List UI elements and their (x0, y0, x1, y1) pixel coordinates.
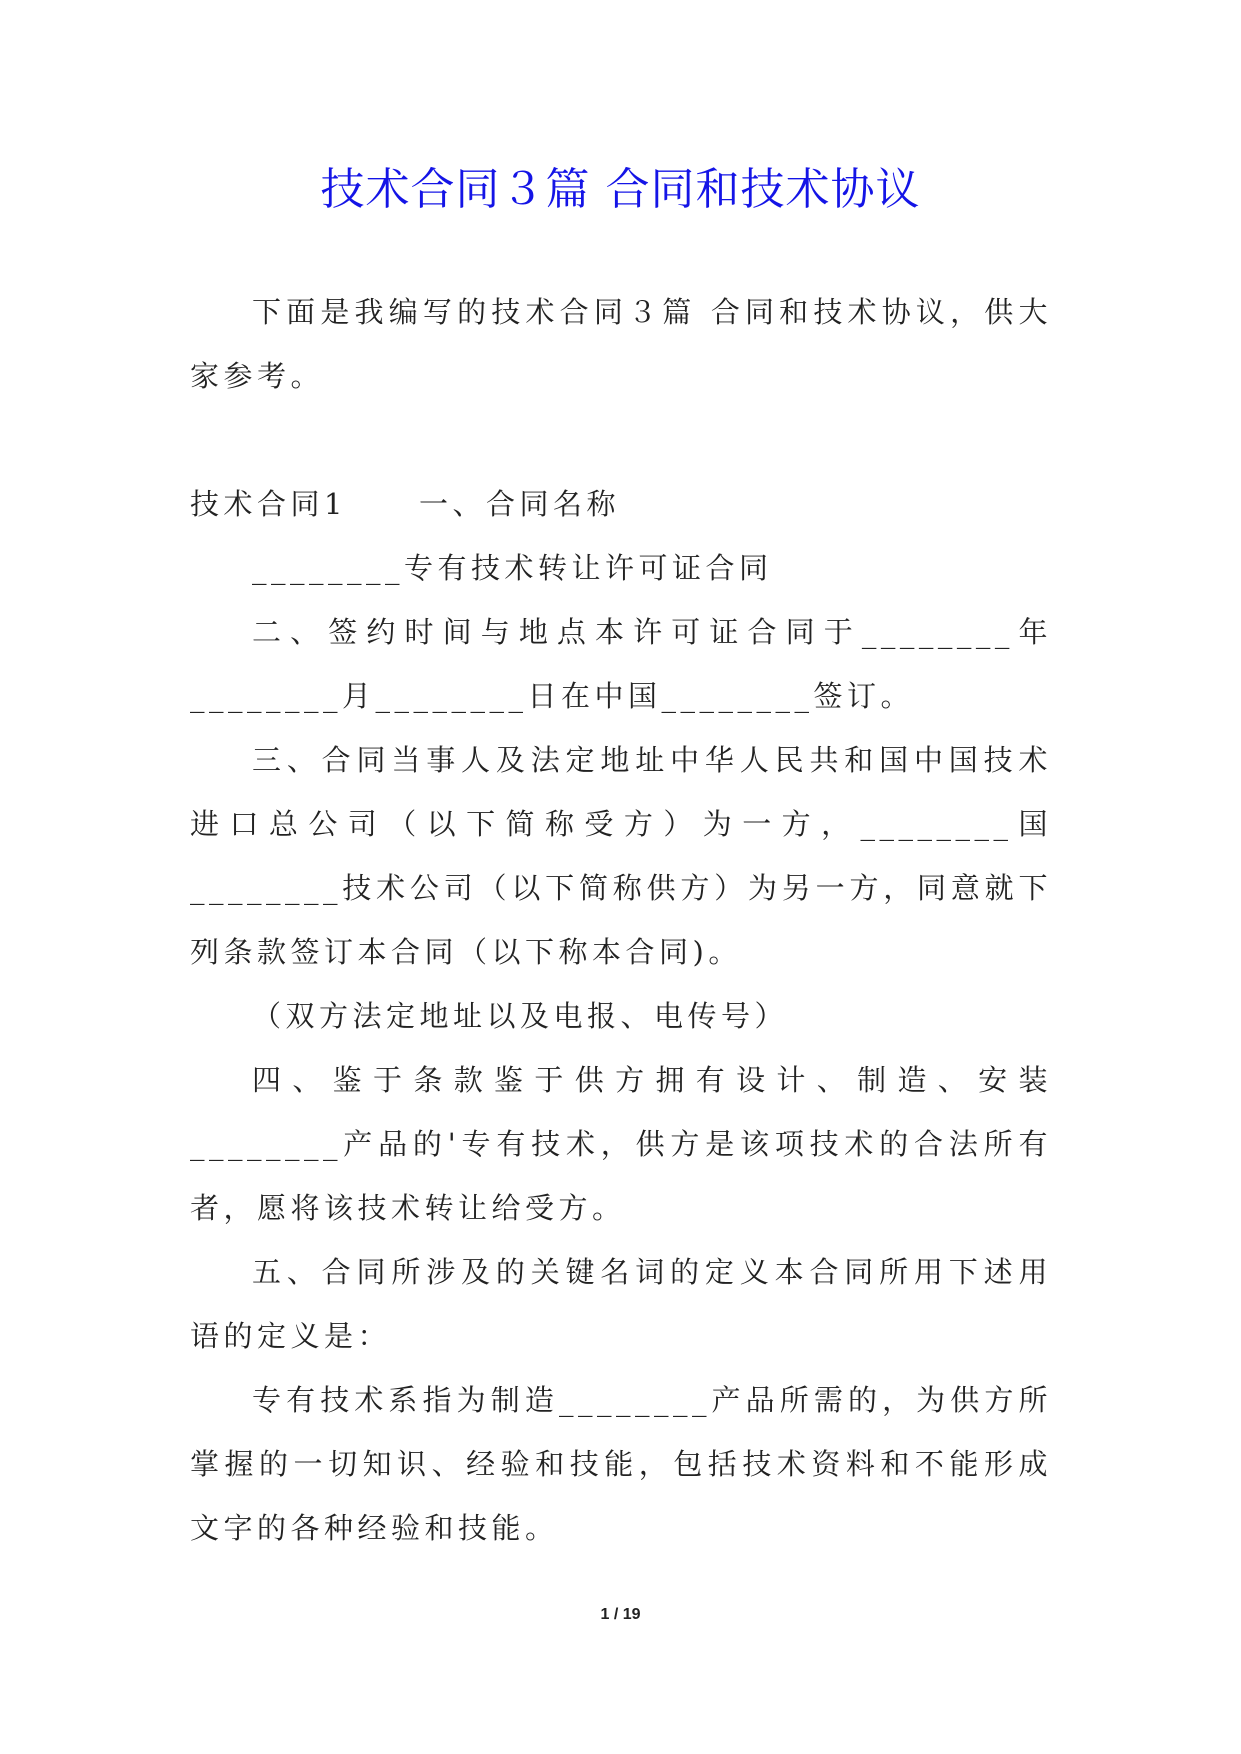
contract-1-label: 技术合同1 (190, 487, 347, 521)
clause-2-paragraph: 二、签约时间与地点本许可证合同于________年________月________日在中国________签订。 (190, 615, 1052, 713)
clause-3-paragraph: 三、合同当事人及法定地址中华人民共和国中国技术进口总公司（以下简称受方）为一方，________国________技术公司（以下简称供方）为另一方，同意就下列条款签订本合同（以下称本合同)。 (190, 743, 1052, 969)
intro-paragraph: 下面是我编写的技术合同３篇 合同和技术协议，供大家参考。 (190, 295, 1052, 393)
clause-1-body: ________专有技术转让许可证合同 (252, 551, 773, 585)
clause-1-heading: 一、合同名称 (418, 487, 620, 521)
page-number: 1 / 19 (600, 1606, 641, 1623)
clause-5-paragraph: 五、合同所涉及的关键名词的定义本合同所用下述用语的定义是： (190, 1255, 1052, 1353)
contract-1-heading-line (190, 472, 1052, 536)
clause-3-note: （双方法定地址以及电报、电传号） (252, 999, 789, 1033)
clause-4-paragraph: 四、鉴于条款鉴于供方拥有设计、制造、安装________产品的'专有技术，供方是该项技术的合法所有者，愿将该技术转让给受方。 (190, 1063, 1052, 1225)
document-title: 技术合同３篇 合同和技术协议 (320, 164, 921, 215)
clause-5-definition-1: 专有技术系指为制造________产品所需的，为供方所掌握的一切知识、经验和技能，包括技术资料和不能形成文字的各种经验和技能。 (190, 1383, 1052, 1545)
document-body (190, 280, 1052, 1560)
